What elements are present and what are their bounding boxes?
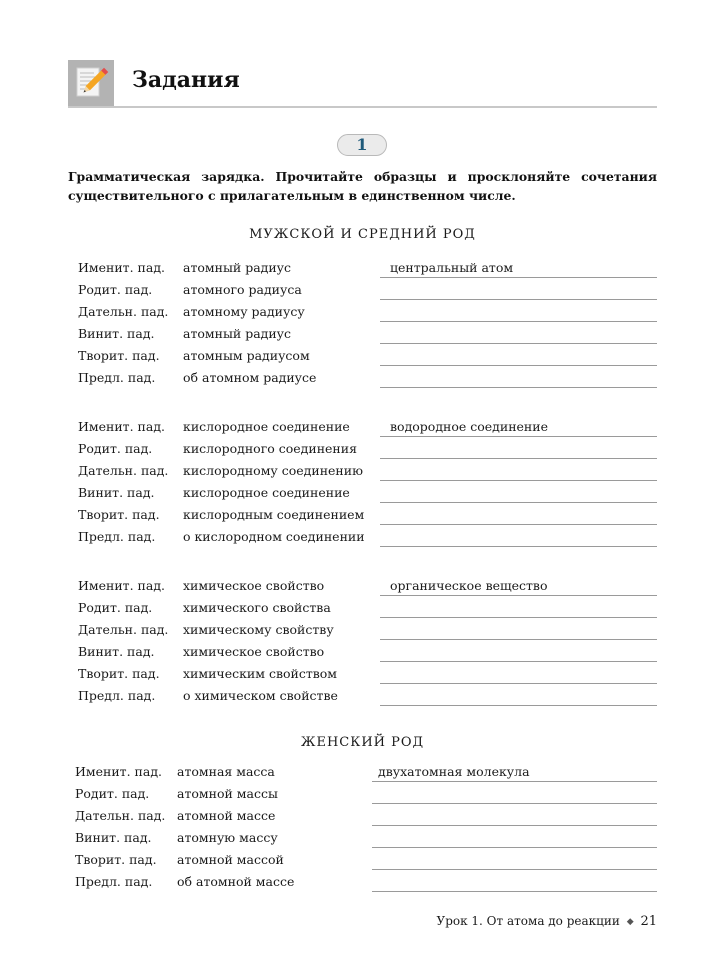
declension-row <box>0 526 718 548</box>
case-label: Винит. пад. <box>78 485 155 500</box>
case-label: Родит. пад. <box>78 600 153 615</box>
task-number-badge: 1 <box>337 134 387 156</box>
declension-row <box>0 761 718 783</box>
page-footer <box>437 914 657 929</box>
example-form: химическое свойство <box>183 644 325 659</box>
example-form: атомную массу <box>177 830 278 845</box>
case-label: Предл. пад. <box>78 688 156 703</box>
answer-field[interactable] <box>372 783 657 804</box>
answer-field[interactable] <box>380 279 657 300</box>
answer-field[interactable] <box>380 685 657 706</box>
answer-field[interactable] <box>380 257 657 278</box>
declension-row <box>0 783 718 805</box>
declension-row <box>0 685 718 707</box>
declension-row <box>0 663 718 685</box>
example-form: атомной массе <box>177 808 276 823</box>
case-label: Винит. пад. <box>75 830 152 845</box>
example-form: кислородное соединение <box>183 485 350 500</box>
case-label: Именит. пад. <box>78 260 165 275</box>
answer-field[interactable] <box>380 416 657 437</box>
example-form: кислородного соединения <box>183 441 357 456</box>
answer-field[interactable] <box>380 597 657 618</box>
example-form: кислородным соединением <box>183 507 365 522</box>
answer-field[interactable] <box>372 849 657 870</box>
answer-text: водородное соединение <box>390 419 548 434</box>
case-label: Дательн. пад. <box>75 808 166 823</box>
answer-field[interactable] <box>380 323 657 344</box>
declension-row <box>0 871 718 893</box>
example-form: кислородному соединению <box>183 463 363 478</box>
answer-field[interactable] <box>380 367 657 388</box>
example-form: атомному радиусу <box>183 304 305 319</box>
case-label: Предл. пад. <box>75 874 153 889</box>
lesson-title: Урок 1. От атома до реакции <box>436 914 620 928</box>
answer-field[interactable] <box>380 504 657 525</box>
case-label: Винит. пад. <box>78 644 155 659</box>
case-label: Родит. пад. <box>75 786 150 801</box>
example-form: атомного радиуса <box>183 282 302 297</box>
answer-text: органическое вещество <box>390 578 548 593</box>
answer-field[interactable] <box>380 641 657 662</box>
answer-field[interactable] <box>372 871 657 892</box>
case-label: Предл. пад. <box>78 370 156 385</box>
declension-row <box>0 460 718 482</box>
case-label: Именит. пад. <box>78 578 165 593</box>
case-label: Творит. пад. <box>78 348 160 363</box>
declension-row <box>0 416 718 438</box>
declension-row <box>0 597 718 619</box>
example-form: кислородное соединение <box>183 419 350 434</box>
section-title-masculine-neuter: МУЖСКОЙ И СРЕДНИЙ РОД <box>249 227 476 242</box>
answer-text: центральный атом <box>390 260 514 275</box>
example-form: об атомном радиусе <box>183 370 317 385</box>
answer-field[interactable] <box>380 482 657 503</box>
answer-field[interactable] <box>380 460 657 481</box>
declension-row <box>0 257 718 279</box>
example-form: химическое свойство <box>183 578 325 593</box>
example-form: атомный радиус <box>183 260 292 275</box>
answer-field[interactable] <box>380 526 657 547</box>
case-label: Творит. пад. <box>75 852 157 867</box>
answer-field[interactable] <box>372 805 657 826</box>
case-label: Родит. пад. <box>78 441 153 456</box>
case-label: Винит. пад. <box>78 326 155 341</box>
declension-row <box>0 619 718 641</box>
declension-row <box>0 279 718 301</box>
section-title-feminine: ЖЕНСКИЙ РОД <box>300 735 425 750</box>
declension-row <box>0 805 718 827</box>
answer-field[interactable] <box>380 301 657 322</box>
declension-row <box>0 827 718 849</box>
declension-row <box>0 301 718 323</box>
answer-field[interactable] <box>380 619 657 640</box>
example-form: о кислородном соединении <box>183 529 365 544</box>
example-form: атомным радиусом <box>183 348 310 363</box>
section-header <box>68 60 657 108</box>
example-form: об атомной массе <box>177 874 295 889</box>
case-label: Дательн. пад. <box>78 463 169 478</box>
answer-text: двухатомная молекула <box>378 764 530 779</box>
case-label: Дательн. пад. <box>78 304 169 319</box>
declension-row <box>0 641 718 663</box>
example-form: атомный радиус <box>183 326 292 341</box>
example-form: химического свойства <box>183 600 331 615</box>
declension-row <box>0 504 718 526</box>
declension-row <box>0 367 718 389</box>
page-number: 21 <box>640 914 657 929</box>
case-label: Дательн. пад. <box>78 622 169 637</box>
example-form: атомной массой <box>177 852 284 867</box>
example-form: химическим свойством <box>183 666 338 681</box>
declension-row <box>0 482 718 504</box>
case-label: Творит. пад. <box>78 666 160 681</box>
answer-field[interactable] <box>372 827 657 848</box>
declension-row <box>0 323 718 345</box>
case-label: Именит. пад. <box>75 764 162 779</box>
declension-row <box>0 575 718 597</box>
example-form: атомной массы <box>177 786 278 801</box>
task-instruction: Грамматическая зарядка. Прочитайте образцы и просклоняйте сочетания существительного с прилагательным в единственном числе. <box>68 169 657 203</box>
answer-field[interactable] <box>380 575 657 596</box>
case-label: Творит. пад. <box>78 507 160 522</box>
declension-row <box>0 345 718 367</box>
notepad-pencil-icon <box>68 60 114 106</box>
answer-field[interactable] <box>380 663 657 684</box>
answer-field[interactable] <box>380 438 657 459</box>
example-form: атомная масса <box>177 764 275 779</box>
answer-field[interactable] <box>372 761 657 782</box>
diamond-separator-icon: ◆ <box>626 917 634 927</box>
page-title: Задания <box>132 67 240 93</box>
example-form: о химическом свойстве <box>183 688 338 703</box>
case-label: Родит. пад. <box>78 282 153 297</box>
answer-field[interactable] <box>380 345 657 366</box>
example-form: химическому свойству <box>183 622 334 637</box>
case-label: Предл. пад. <box>78 529 156 544</box>
declension-row <box>0 849 718 871</box>
case-label: Именит. пад. <box>78 419 165 434</box>
declension-row <box>0 438 718 460</box>
